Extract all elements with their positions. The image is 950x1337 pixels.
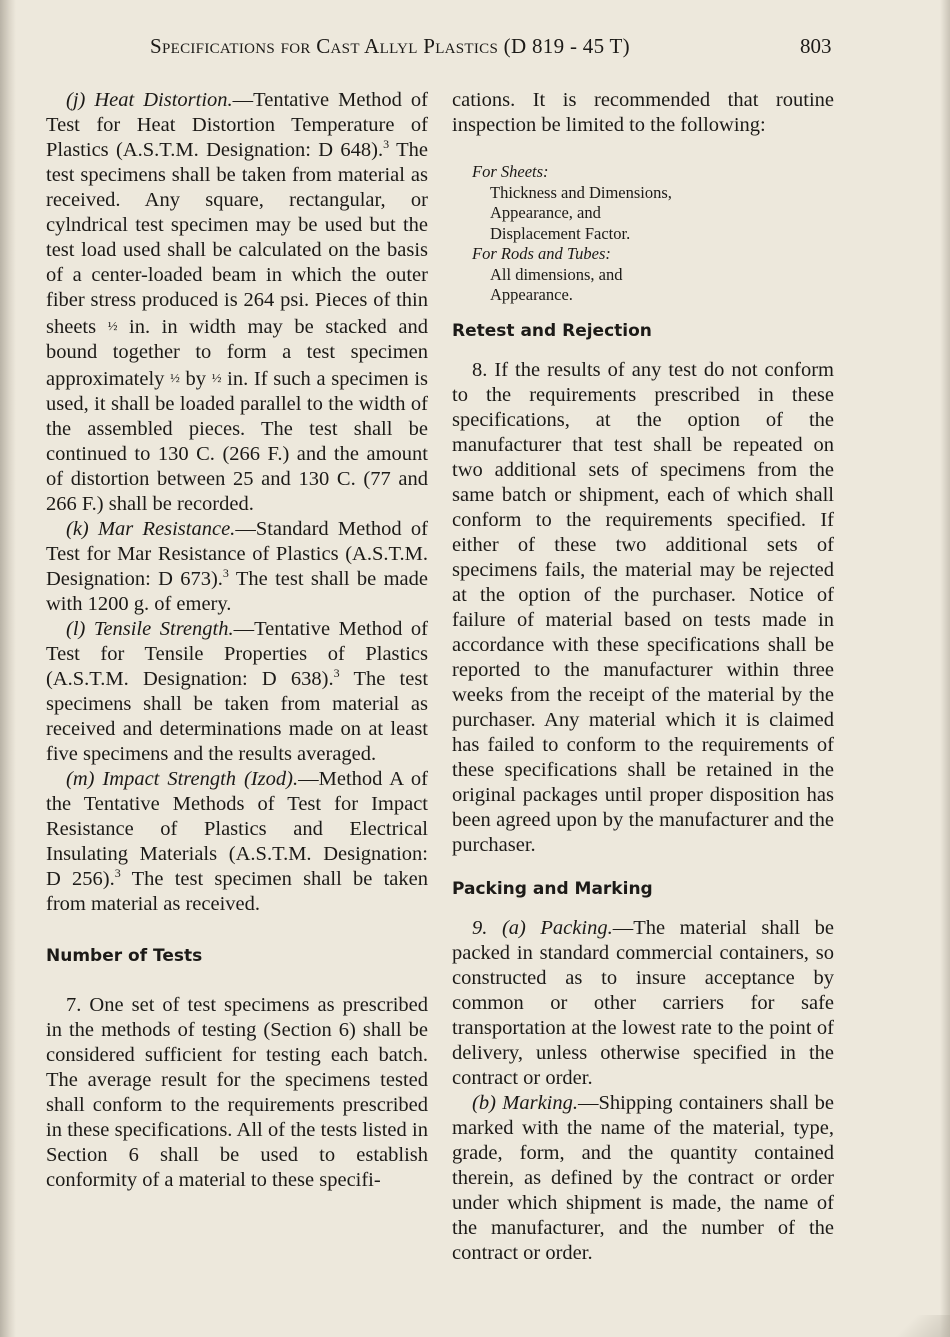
list-item: All dimensions, and <box>490 264 623 284</box>
footnote-ref: 3 <box>114 866 121 880</box>
packing-text: —The material shall be packed in standard commercial containers, so constructed as to insure acceptance by common or other carriers for safe transportation at the lowest rate to the point of delivery, unless otherwise specified in the contract or order. <box>452 916 834 1089</box>
list-item: Appearance, and <box>490 203 601 222</box>
list-item: Appearance. <box>490 285 573 304</box>
heat-distortion-label: (j) Heat Distortion. <box>66 89 233 111</box>
heat-distortion-text: by <box>179 368 212 390</box>
heat-distortion-text: in. If such a specimen is used, it shall be loaded parallel to the width of the assembled pieces. The test shall be continued to 130 C. (266 F.) and the amount of distortion between 25 and 130 C. (77 and 266 F.) shall be recorded. <box>46 368 429 515</box>
fraction: ½ <box>170 370 180 385</box>
page-corner-smudge <box>880 1315 950 1337</box>
tensile-strength-text: —Tentative Method of Test for Tensile Properties of Plastics (A.S.T.M. Designation: D 638). <box>46 618 428 690</box>
packing-label: 9. (a) Packing. <box>472 916 613 939</box>
heat-distortion-text: The test specimens shall be taken from material as received. Any square, rectangular, or cylndrical test specimen may be used but the test load used shall be calculated on the basis of a center-loaded beam in which the outer fiber stress produced is 264 psi. Pieces of thin sheets <box>46 139 428 338</box>
impact-strength-label: (m) Impact Strength (Izod). <box>66 768 299 790</box>
mar-resistance-text: The test shall be made with 1200 g. of emery. <box>46 568 428 615</box>
impact-strength-text: The test specimen shall be taken from material as received. <box>46 868 428 915</box>
paragraph-mar-resistance <box>46 517 428 617</box>
paragraph-packing <box>452 916 834 1091</box>
paragraph-impact-strength <box>46 767 428 917</box>
paragraph-tensile-strength <box>46 617 428 767</box>
page-header <box>0 34 950 64</box>
marking-label: (b) Marking. <box>472 1091 579 1114</box>
heat-distortion-text: in. in width may be stacked and bound together to form a test specimen approximately <box>46 316 428 390</box>
paragraph-heat-distortion <box>46 88 428 517</box>
heading-retest-rejection: Retest and Rejection <box>452 320 652 341</box>
page-number: 803 <box>800 34 832 58</box>
paragraph-continuation: cations. It is recommended that routine inspection be limited to the following: <box>452 89 834 136</box>
mar-resistance-text: —Standard Method of Test for Mar Resistance of Plastics (A.S.T.M. Designation: D 673). <box>46 518 428 590</box>
paragraph-section-8: 8. If the results of any test do not conform to the requirements prescribed in these specifications, at the option of the manufacturer that test shall be repeated on two additional sets of specimens from the same batch or shipment, each of which shall conform to the requirements specified. If either of these two additional sets of specimens fails, the material may be rejected at the option of the purchaser. Notice of failure of material based on tests made in accordance with these specifications shall be reported to the manufacturer within three weeks from the receipt of the material by the purchaser. Any material which it is claimed has failed to conform to the requirements of these specifications shall be retained in the original packages until proper disposition has been agreed upon by the manufacturer and the purchaser. <box>452 358 834 856</box>
fraction: ½ <box>211 370 222 385</box>
list-label-rods-tubes: For Rods and Tubes: <box>472 244 611 263</box>
fraction: ½ <box>107 318 118 333</box>
heading-number-of-tests: Number of Tests <box>46 946 203 966</box>
list-item: Displacement Factor. <box>490 223 631 243</box>
routine-inspection-list <box>452 162 834 306</box>
paragraph-marking <box>452 1091 834 1266</box>
footnote-ref: 3 <box>222 566 229 580</box>
list-item: Thickness and Dimensions, <box>490 182 672 202</box>
left-column <box>46 88 428 1193</box>
heading-packing-marking: Packing and Marking <box>452 878 653 899</box>
impact-strength-text: —Method A of the Tentative Methods of Test for Impact Resistance of Plastics and Electrical Insulating Materials (A.S.T.M. Designation: D 256). <box>46 768 428 890</box>
page-edge-shadow <box>940 0 950 1337</box>
marking-text: —Shipping containers shall be marked with the name of the material, type, grade, form, and the quantity contained therein, as defined by the contract or order under which shipment is made, the name of the manufacturer, and the number of the contract or order. <box>452 1091 834 1264</box>
right-column <box>452 88 834 1266</box>
tensile-strength-label: (l) Tensile Strength. <box>66 618 234 640</box>
tensile-strength-text: The test specimens shall be taken from material as received and determinations made on at least five specimens and the results averaged. <box>46 668 429 765</box>
paragraph-section-7: 7. One set of test specimens as prescribed in the methods of testing (Section 6) shall be considered sufficient for testing each batch. The average result for the specimens tested shall conform to the requirements prescribed in these specifications. All of the tests listed in Section 6 shall be used to establish conformity of a material to these specifi- <box>46 994 428 1191</box>
running-title: Specifications for Cast Allyl Plastics (D 819 - 45 T) <box>150 34 630 58</box>
mar-resistance-label: (k) Mar Resistance. <box>66 518 236 540</box>
heat-distortion-text: —Tentative Method of Test for Heat Distortion Temperature of Plastics (A.S.T.M. Designation: D 648). <box>46 89 428 161</box>
footnote-ref: 3 <box>333 666 340 680</box>
page-spine-shadow <box>0 0 16 1337</box>
footnote-ref: 3 <box>383 137 390 151</box>
list-label-sheets: For Sheets: <box>472 162 549 181</box>
